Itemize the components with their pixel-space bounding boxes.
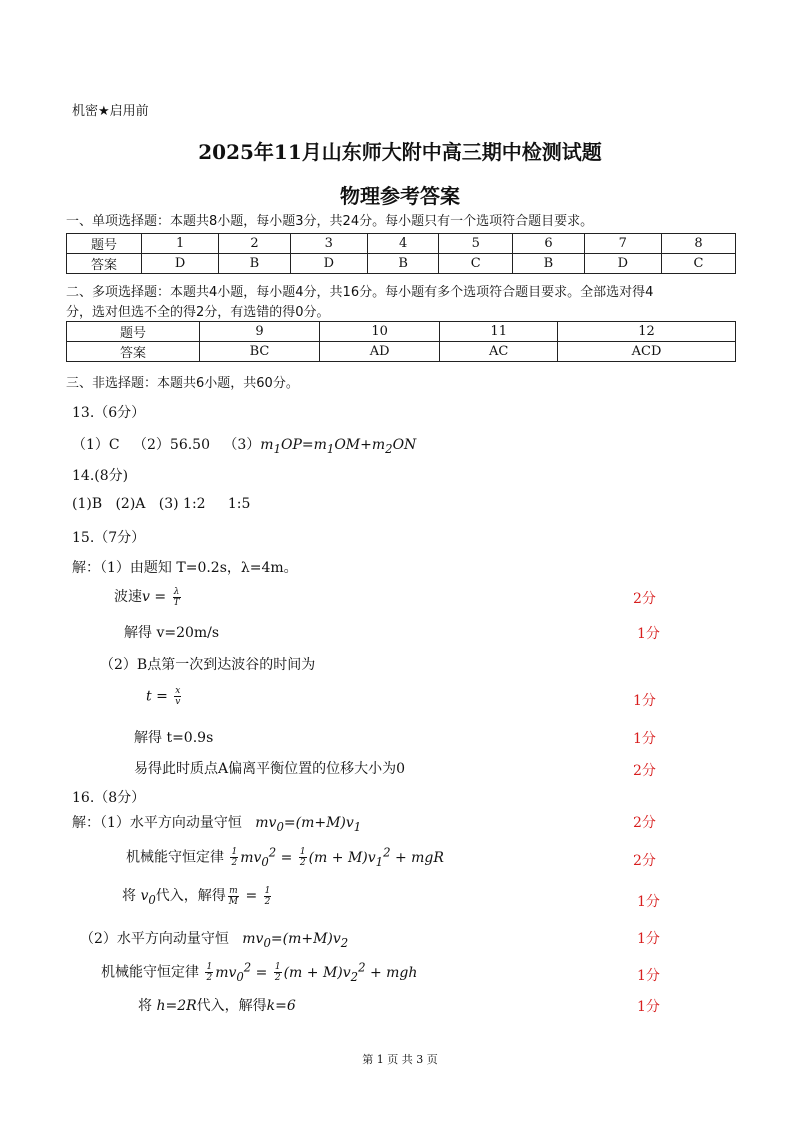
q16-final-prefix: 将 [138, 998, 152, 1014]
q14-title: 14.(8分) [72, 468, 129, 484]
q16-h-value: h=2R [156, 998, 197, 1014]
q16-final-mid: 代入，解得 [196, 998, 267, 1014]
q15-intro-vals: T=0.2s，λ=4m。 [176, 560, 298, 576]
secret-mark: 机密★启用前 [72, 104, 149, 119]
q15-intro-prefix: 解：（1）由题知 [72, 560, 172, 576]
q16-sub-mid: 代入，解得 [155, 888, 226, 904]
table-row [67, 322, 736, 342]
q15-score3: 1分 [633, 693, 656, 709]
q15-time-formula: t = $\frac{x}{v}$ [146, 686, 181, 707]
table-cell: B [513, 254, 584, 274]
table-cell: 11 [440, 322, 558, 342]
q15-solve1-prefix: 解得 [124, 625, 152, 641]
q16-score1: 2分 [633, 815, 656, 831]
table-cell: 8 [661, 234, 735, 254]
q15-score5: 2分 [633, 763, 656, 779]
table-cell: B [219, 254, 290, 274]
table-cell: 4 [367, 234, 438, 254]
q16-p2-label: （2）水平方向动量守恒 [80, 931, 229, 947]
table-cell: D [290, 254, 367, 274]
q16-energy-formula: $\frac{1}{2}$ $mv_0^2$ = $\frac{1}{2}$ $(m + M)v_1^2$ + mgR [231, 845, 444, 869]
q16-score6: 1分 [637, 999, 660, 1015]
q15-part2: （2）B点第一次到达波谷的时间为 [100, 657, 316, 673]
q15-solve1-val: v=20m/s [156, 625, 220, 641]
q16-score2: 2分 [633, 853, 656, 869]
q16-final [138, 995, 296, 1015]
q16-score3: 1分 [637, 894, 660, 910]
table-cell: 2 [219, 234, 290, 254]
q15-wave-speed-label: 波速 [114, 589, 142, 605]
table-cell: 3 [290, 234, 367, 254]
q15-intro [72, 557, 298, 577]
q14-answer: (1)B (2)A (3) 1:2 1:5 [72, 496, 251, 512]
table-cell: 6 [513, 234, 584, 254]
q15-conclusion: 易得此时质点A偏离平衡位置的位移大小为0 [134, 761, 406, 777]
q15-solve1 [124, 622, 219, 642]
section3-heading: 三、非选择题：本题共6小题，共60分。 [66, 376, 299, 391]
page-number: 第 1 页 共 3 页 [362, 1053, 438, 1066]
section2-heading-line1: 二、多项选择题：本题共4小题，每小题4分，共16分。每小题有多个选项符合题目要求。全部选对得4 [66, 285, 654, 300]
table-cell: D [584, 254, 661, 274]
table-cell: 5 [439, 234, 513, 254]
q16-momentum2-formula: $mv_0=(m+M)v_2$ [242, 931, 349, 950]
table-cell: D [142, 254, 219, 274]
q15-title: 15.（7分） [72, 530, 146, 546]
table-cell: 1 [142, 234, 219, 254]
q13-a3-formula: $m_1OP=m_1OM+m_2ON$ [260, 437, 417, 456]
single-choice-table [66, 233, 736, 274]
table-header-cell: 题号 [67, 234, 142, 254]
section1-heading: 一、单项选择题：本题共8小题，每小题3分，共24分。每小题只有一个选项符合题目要求。 [66, 214, 594, 229]
table-header-cell: 答案 [67, 342, 200, 362]
table-cell: 9 [200, 322, 320, 342]
q16-score4: 1分 [637, 931, 660, 947]
q15-score2: 1分 [637, 626, 660, 642]
q16-energy-label: 机械能守恒定律 [126, 849, 224, 866]
table-row [67, 254, 736, 274]
q16-momentum-formula: $mv_0=(m+M)v_1$ [255, 815, 362, 834]
q16-substitution [122, 885, 273, 907]
table-cell: 7 [584, 234, 661, 254]
q15-solve2-val: t=0.9s [166, 730, 214, 746]
q15-wave-speed [114, 586, 183, 608]
table-row [67, 234, 736, 254]
q16-score5: 1分 [637, 968, 660, 984]
q16-sub-prefix: 将 [122, 888, 136, 904]
q13-a2-label: （2） [133, 437, 170, 453]
q16-v0: $v_0$ [140, 888, 156, 907]
q15-score4: 1分 [633, 731, 656, 747]
q16-k-value: k=6 [266, 998, 296, 1014]
table-cell: AD [320, 342, 440, 362]
table-cell: ACD [558, 342, 736, 362]
q15-wave-speed-formula: v = $\frac{\lambda}{T}$ [142, 586, 180, 608]
q16-ratio-formula: $\frac{m}{M}$ = $\frac{1}{2}$ [228, 885, 271, 907]
q13-answer [72, 434, 416, 456]
table-cell: 12 [558, 322, 736, 342]
q16-p1-label: 解：（1）水平方向动量守恒 [72, 815, 242, 831]
q15-score1: 2分 [633, 591, 656, 607]
q15-solve2 [134, 727, 213, 747]
page-title: 2025年11月山东师大附中高三期中检测试题 [198, 140, 602, 164]
q13-a3-label: （3） [223, 437, 261, 453]
page-subtitle: 物理参考答案 [340, 184, 460, 208]
multi-choice-table [66, 321, 736, 362]
q13-a1: C [108, 437, 120, 453]
table-header-cell: 答案 [67, 254, 142, 274]
q16-energy1 [126, 845, 444, 868]
q16-title: 16.（8分） [72, 790, 146, 806]
q16-part1 [72, 812, 361, 834]
table-cell: C [661, 254, 735, 274]
table-row [67, 342, 736, 362]
q16-part2 [80, 928, 348, 950]
q13-a1-label: （1） [72, 437, 109, 453]
q15-solve2-prefix: 解得 [134, 730, 162, 746]
q16-energy2 [101, 960, 417, 983]
table-cell: B [367, 254, 438, 274]
section2-heading-line2: 分，选对但选不全的得2分，有选错的得0分。 [66, 305, 330, 320]
table-header-cell: 题号 [67, 322, 200, 342]
q13-title: 13.（6分） [72, 405, 146, 421]
q13-a2: 56.50 [169, 437, 211, 453]
table-cell: C [439, 254, 513, 274]
q16-energy-label2: 机械能守恒定律 [101, 964, 199, 981]
table-cell: 10 [320, 322, 440, 342]
table-cell: BC [200, 342, 320, 362]
table-cell: AC [440, 342, 558, 362]
q16-energy2-formula: $\frac{1}{2}$ $mv_0^2$ = $\frac{1}{2}$ $(m + M)v_2^2$ + mgh [206, 960, 418, 984]
